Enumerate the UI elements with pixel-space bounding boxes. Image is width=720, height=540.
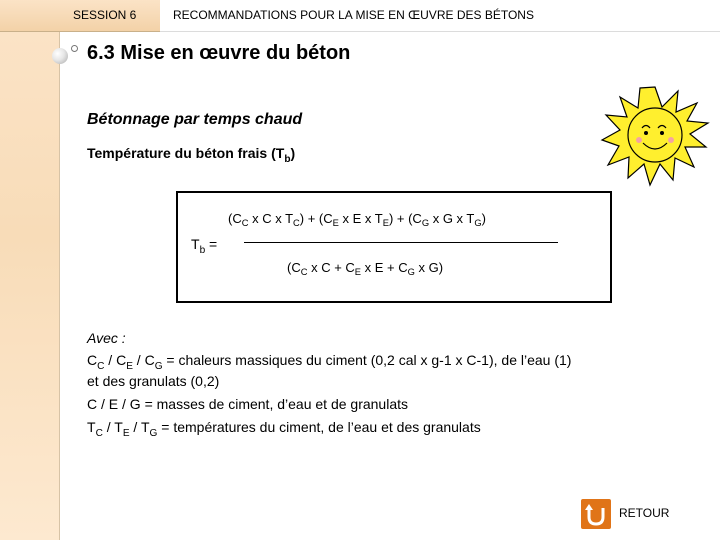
return-arrow-icon (581, 499, 611, 529)
bullet-dot-icon (71, 45, 78, 52)
legend-line-masses: C / E / G = masses de ciment, d’eau et de granulats (87, 396, 408, 412)
formula-box (176, 191, 612, 303)
temperature-label: Température du béton frais $(T_b)$ (87, 145, 296, 165)
sidebar (0, 32, 59, 540)
return-button[interactable] (581, 499, 611, 529)
formula-numerator: ($C_C$ x C x $T_C) + (C_E$ x E x $T_E) + (C_G$ x G x $T_G$) (228, 211, 486, 229)
sidebar-divider (59, 32, 60, 540)
legend-line-heat: $C_C / C_E / C_G$ = chaleurs massiques du ciment (0,2 cal x g-1 x C-1), de l’eau (1) (87, 352, 572, 372)
legend-line-temperatures: $T_C / T_E / T_G$ = températures du ciment, de l’eau et des granulats (87, 419, 481, 439)
return-link[interactable]: RETOUR (619, 506, 670, 520)
sun-icon (600, 85, 710, 190)
formula-lhs: $T_b$ = (191, 236, 218, 256)
legend-line-heat-cont: et des granulats (0,2) (87, 373, 220, 389)
subheading: Bétonnage par temps chaud (87, 111, 303, 128)
session-label: SESSION 6 (0, 0, 160, 32)
bullet-sphere-icon (52, 48, 68, 64)
formula-denominator: ($C_C$ x $C + C_E$ x $E + C_G$ x G) (287, 260, 444, 278)
section-title: 6.3 Mise en œuvre du béton (87, 42, 351, 64)
legend-intro: Avec : (87, 330, 126, 346)
header-title: RECOMMANDATIONS POUR LA MISE EN ŒUVRE DES BÉTONS (160, 0, 720, 32)
fraction-bar (244, 242, 558, 243)
